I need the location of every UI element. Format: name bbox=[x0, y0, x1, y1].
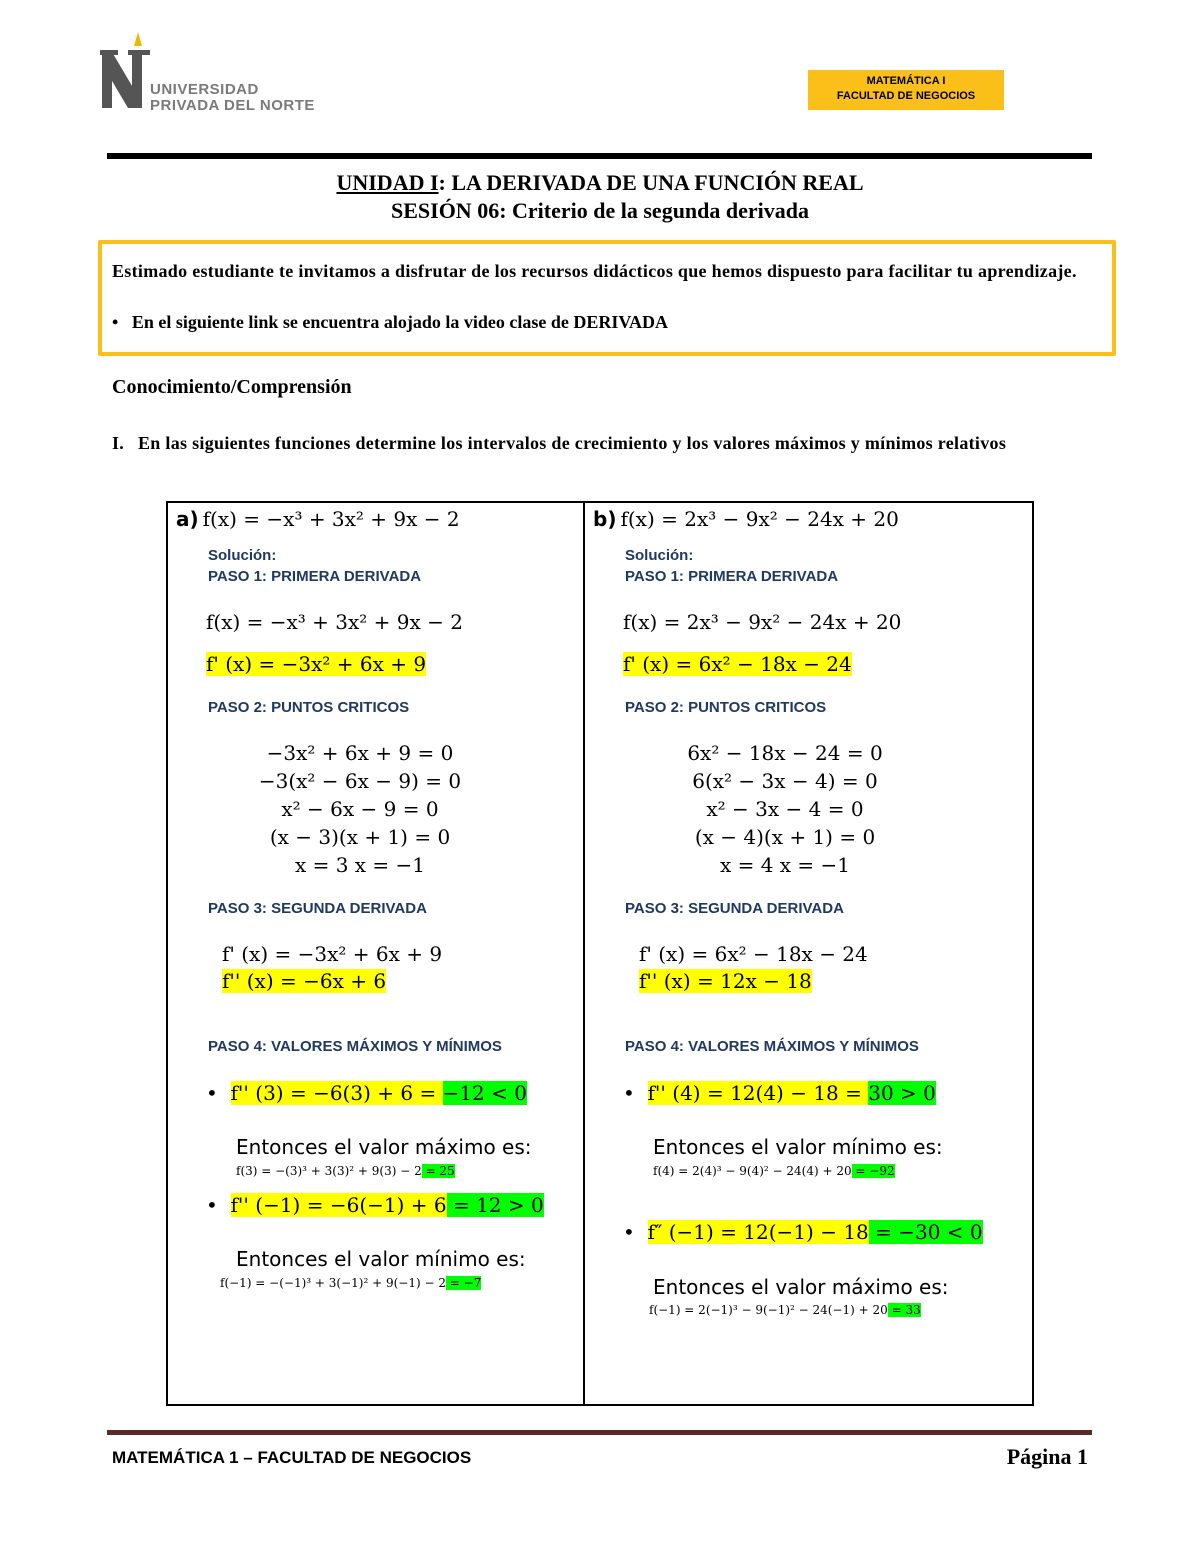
problem-b-letter: b) bbox=[593, 507, 617, 531]
problem-b-function: f(x) = 2x³ − 9x² − 24x + 20 bbox=[620, 507, 899, 531]
problem-a-cp-line: −3(x² − 6x − 9) = 0 bbox=[258, 769, 462, 793]
problem-a-conclusion2: Entonces el valor mínimo es: bbox=[236, 1247, 526, 1271]
unit-label: UNIDAD I bbox=[336, 170, 439, 195]
unit-title-rest: : LA DERIVADA DE UNA FUNCIÓN REAL bbox=[438, 170, 864, 195]
problem-a-letter: a) bbox=[176, 507, 199, 531]
problem-a-value1-expr: f(3) = −(3)³ + 3(3)² + 9(3) − 2 bbox=[236, 1164, 422, 1178]
problem-a-eval1-expr: f'' (3) = −6(3) + 6 = bbox=[230, 1081, 443, 1105]
problem-b-eval1-result: 30 > 0 bbox=[868, 1081, 936, 1105]
university-line2: PRIVADA DEL NORTE bbox=[150, 97, 315, 114]
notice-bullet-link[interactable]: DERIVADA bbox=[573, 312, 669, 332]
footer-course: MATEMÁTICA 1 – FACULTAD DE NEGOCIOS bbox=[112, 1448, 472, 1467]
problem-a-step4-label: PASO 4: VALORES MÁXIMOS Y MÍNIMOS bbox=[208, 1038, 502, 1055]
problem-b-value2 bbox=[649, 1303, 921, 1317]
table-divider bbox=[583, 501, 585, 1406]
problem-a-cp-line: −3x² + 6x + 9 = 0 bbox=[266, 741, 454, 765]
notice-text: Estimado estudiante te invitamos a disfrutar de los recursos didácticos que hemos dispuesto para facilitar tu aprendizaje. bbox=[112, 261, 1077, 281]
problem-b-eval1-expr: f'' (4) = 12(4) − 18 = bbox=[647, 1081, 869, 1105]
problem-a-conclusion1: Entonces el valor máximo es: bbox=[236, 1135, 532, 1159]
problem-a-eval2: • f'' (−1) = −6(−1) + 6 = 12 > 0 bbox=[206, 1193, 544, 1217]
problem-a-value2 bbox=[220, 1276, 481, 1290]
problem-b-step1-f: f(x) = 2x³ − 9x² − 24x + 20 bbox=[623, 610, 902, 634]
problem-a-cp-line: x = 3 x = −1 bbox=[294, 853, 426, 877]
section-heading: Conocimiento/Comprensión bbox=[112, 376, 352, 398]
question-number: I. bbox=[112, 433, 125, 453]
problem-b-critical-points bbox=[615, 739, 955, 879]
problem-b-step2-label: PASO 2: PUNTOS CRITICOS bbox=[625, 699, 827, 716]
problem-b-step1-fp: f' (x) = 6x² − 18x − 24 bbox=[623, 652, 852, 676]
problem-a-eval2-expr: f'' (−1) = −6(−1) + 6 bbox=[230, 1193, 447, 1217]
problem-a bbox=[176, 505, 576, 1400]
problem-b-value1-result: = −92 bbox=[851, 1164, 895, 1178]
problem-a-eval2-result: = 12 > 0 bbox=[446, 1193, 544, 1217]
problem-b-cp-line: x² − 3x − 4 = 0 bbox=[706, 797, 864, 821]
bullet-dot: • bbox=[112, 312, 132, 332]
problem-a-function: f(x) = −x³ + 3x² + 9x − 2 bbox=[202, 507, 460, 531]
problem-b-solution-label: Solución: bbox=[625, 547, 694, 564]
problem-a-eval1: • f'' (3) = −6(3) + 6 = −12 < 0 bbox=[206, 1081, 527, 1105]
problem-b-eval1: • f'' (4) = 12(4) − 18 = 30 > 0 bbox=[623, 1081, 936, 1105]
problem-a-step1-label: PASO 1: PRIMERA DERIVADA bbox=[208, 568, 422, 585]
problem-a-solution-label: Solución: bbox=[208, 547, 277, 564]
question-text: En las siguientes funciones determine los intervalos de crecimiento y los valores máximos y mínimos relativos bbox=[138, 433, 1007, 453]
problem-b-cp-line: x = 4 x = −1 bbox=[719, 853, 851, 877]
problem-b-value2-expr: f(−1) = 2(−1)³ − 9(−1)² − 24(−1) + 20 bbox=[649, 1303, 888, 1317]
university-line1: UNIVERSIDAD bbox=[150, 81, 259, 98]
problem-a-step3-fpp: f'' (x) = −6x + 6 bbox=[222, 969, 387, 993]
course-badge bbox=[808, 70, 1004, 110]
problem-b-step4-label: PASO 4: VALORES MÁXIMOS Y MÍNIMOS bbox=[625, 1038, 919, 1055]
problem-b-eval2-result: = −30 < 0 bbox=[868, 1220, 983, 1244]
university-name bbox=[150, 82, 315, 114]
problem-b-eval2-expr: f″ (−1) = 12(−1) − 18 bbox=[647, 1220, 869, 1244]
upn-logo-mark bbox=[98, 30, 158, 115]
problem-a-cp-line: x² − 6x − 9 = 0 bbox=[281, 797, 439, 821]
header-rule bbox=[107, 153, 1092, 159]
problem-a-step3-fp: f' (x) = −3x² + 6x + 9 bbox=[222, 942, 443, 966]
problem-a-value2-result: = −7 bbox=[445, 1276, 482, 1290]
badge-line1: MATEMÁTICA I bbox=[866, 75, 946, 87]
problem-a-value1-result: = 25 bbox=[421, 1164, 455, 1178]
problem-b-eval2: • f″ (−1) = 12(−1) − 18 = −30 < 0 bbox=[623, 1220, 983, 1244]
problem-a-value1 bbox=[236, 1164, 455, 1178]
problem-a-step3-label: PASO 3: SEGUNDA DERIVADA bbox=[208, 900, 427, 917]
problem-b-value2-result: = 33 bbox=[887, 1303, 921, 1317]
problem-b-cp-line: 6x² − 18x − 24 = 0 bbox=[687, 741, 883, 765]
badge-line2: FACULTAD DE NEGOCIOS bbox=[836, 90, 976, 102]
problem-b-cp-line: (x − 4)(x + 1) = 0 bbox=[694, 825, 876, 849]
problem-a-cp-line: (x − 3)(x + 1) = 0 bbox=[269, 825, 451, 849]
problem-a-value2-expr: f(−1) = −(−1)³ + 3(−1)² + 9(−1) − 2 bbox=[220, 1276, 446, 1290]
notice-bullet-text: En el siguiente link se encuentra alojado la video clase de bbox=[131, 312, 574, 332]
unit-title bbox=[0, 170, 1200, 196]
problem-b-conclusion2: Entonces el valor máximo es: bbox=[653, 1275, 949, 1299]
problem-b-value1 bbox=[653, 1164, 895, 1178]
problem-b-step3-label: PASO 3: SEGUNDA DERIVADA bbox=[625, 900, 844, 917]
problem-b bbox=[593, 505, 1028, 1400]
footer-rule bbox=[107, 1430, 1092, 1435]
problem-b-conclusion1: Entonces el valor mínimo es: bbox=[653, 1135, 943, 1159]
notice-bullet bbox=[112, 312, 668, 333]
problem-a-eval1-result: −12 < 0 bbox=[442, 1081, 527, 1105]
problem-b-step3-fpp: f'' (x) = 12x − 18 bbox=[639, 969, 812, 993]
problem-b-value1-expr: f(4) = 2(4)³ − 9(4)² − 24(4) + 20 bbox=[653, 1164, 852, 1178]
session-title: SESIÓN 06: Criterio de la segunda derivada bbox=[390, 198, 810, 223]
problem-b-step1-label: PASO 1: PRIMERA DERIVADA bbox=[625, 568, 839, 585]
footer-page-number: Página 1 bbox=[1006, 1444, 1088, 1469]
problem-b-cp-line: 6(x² − 3x − 4) = 0 bbox=[692, 769, 878, 793]
problem-a-step2-label: PASO 2: PUNTOS CRITICOS bbox=[208, 699, 410, 716]
problem-a-step1-f: f(x) = −x³ + 3x² + 9x − 2 bbox=[206, 610, 463, 634]
problem-a-critical-points bbox=[190, 739, 530, 879]
problem-a-step1-fp: f' (x) = −3x² + 6x + 9 bbox=[206, 652, 427, 676]
problem-b-step3-fp: f' (x) = 6x² − 18x − 24 bbox=[639, 942, 868, 966]
